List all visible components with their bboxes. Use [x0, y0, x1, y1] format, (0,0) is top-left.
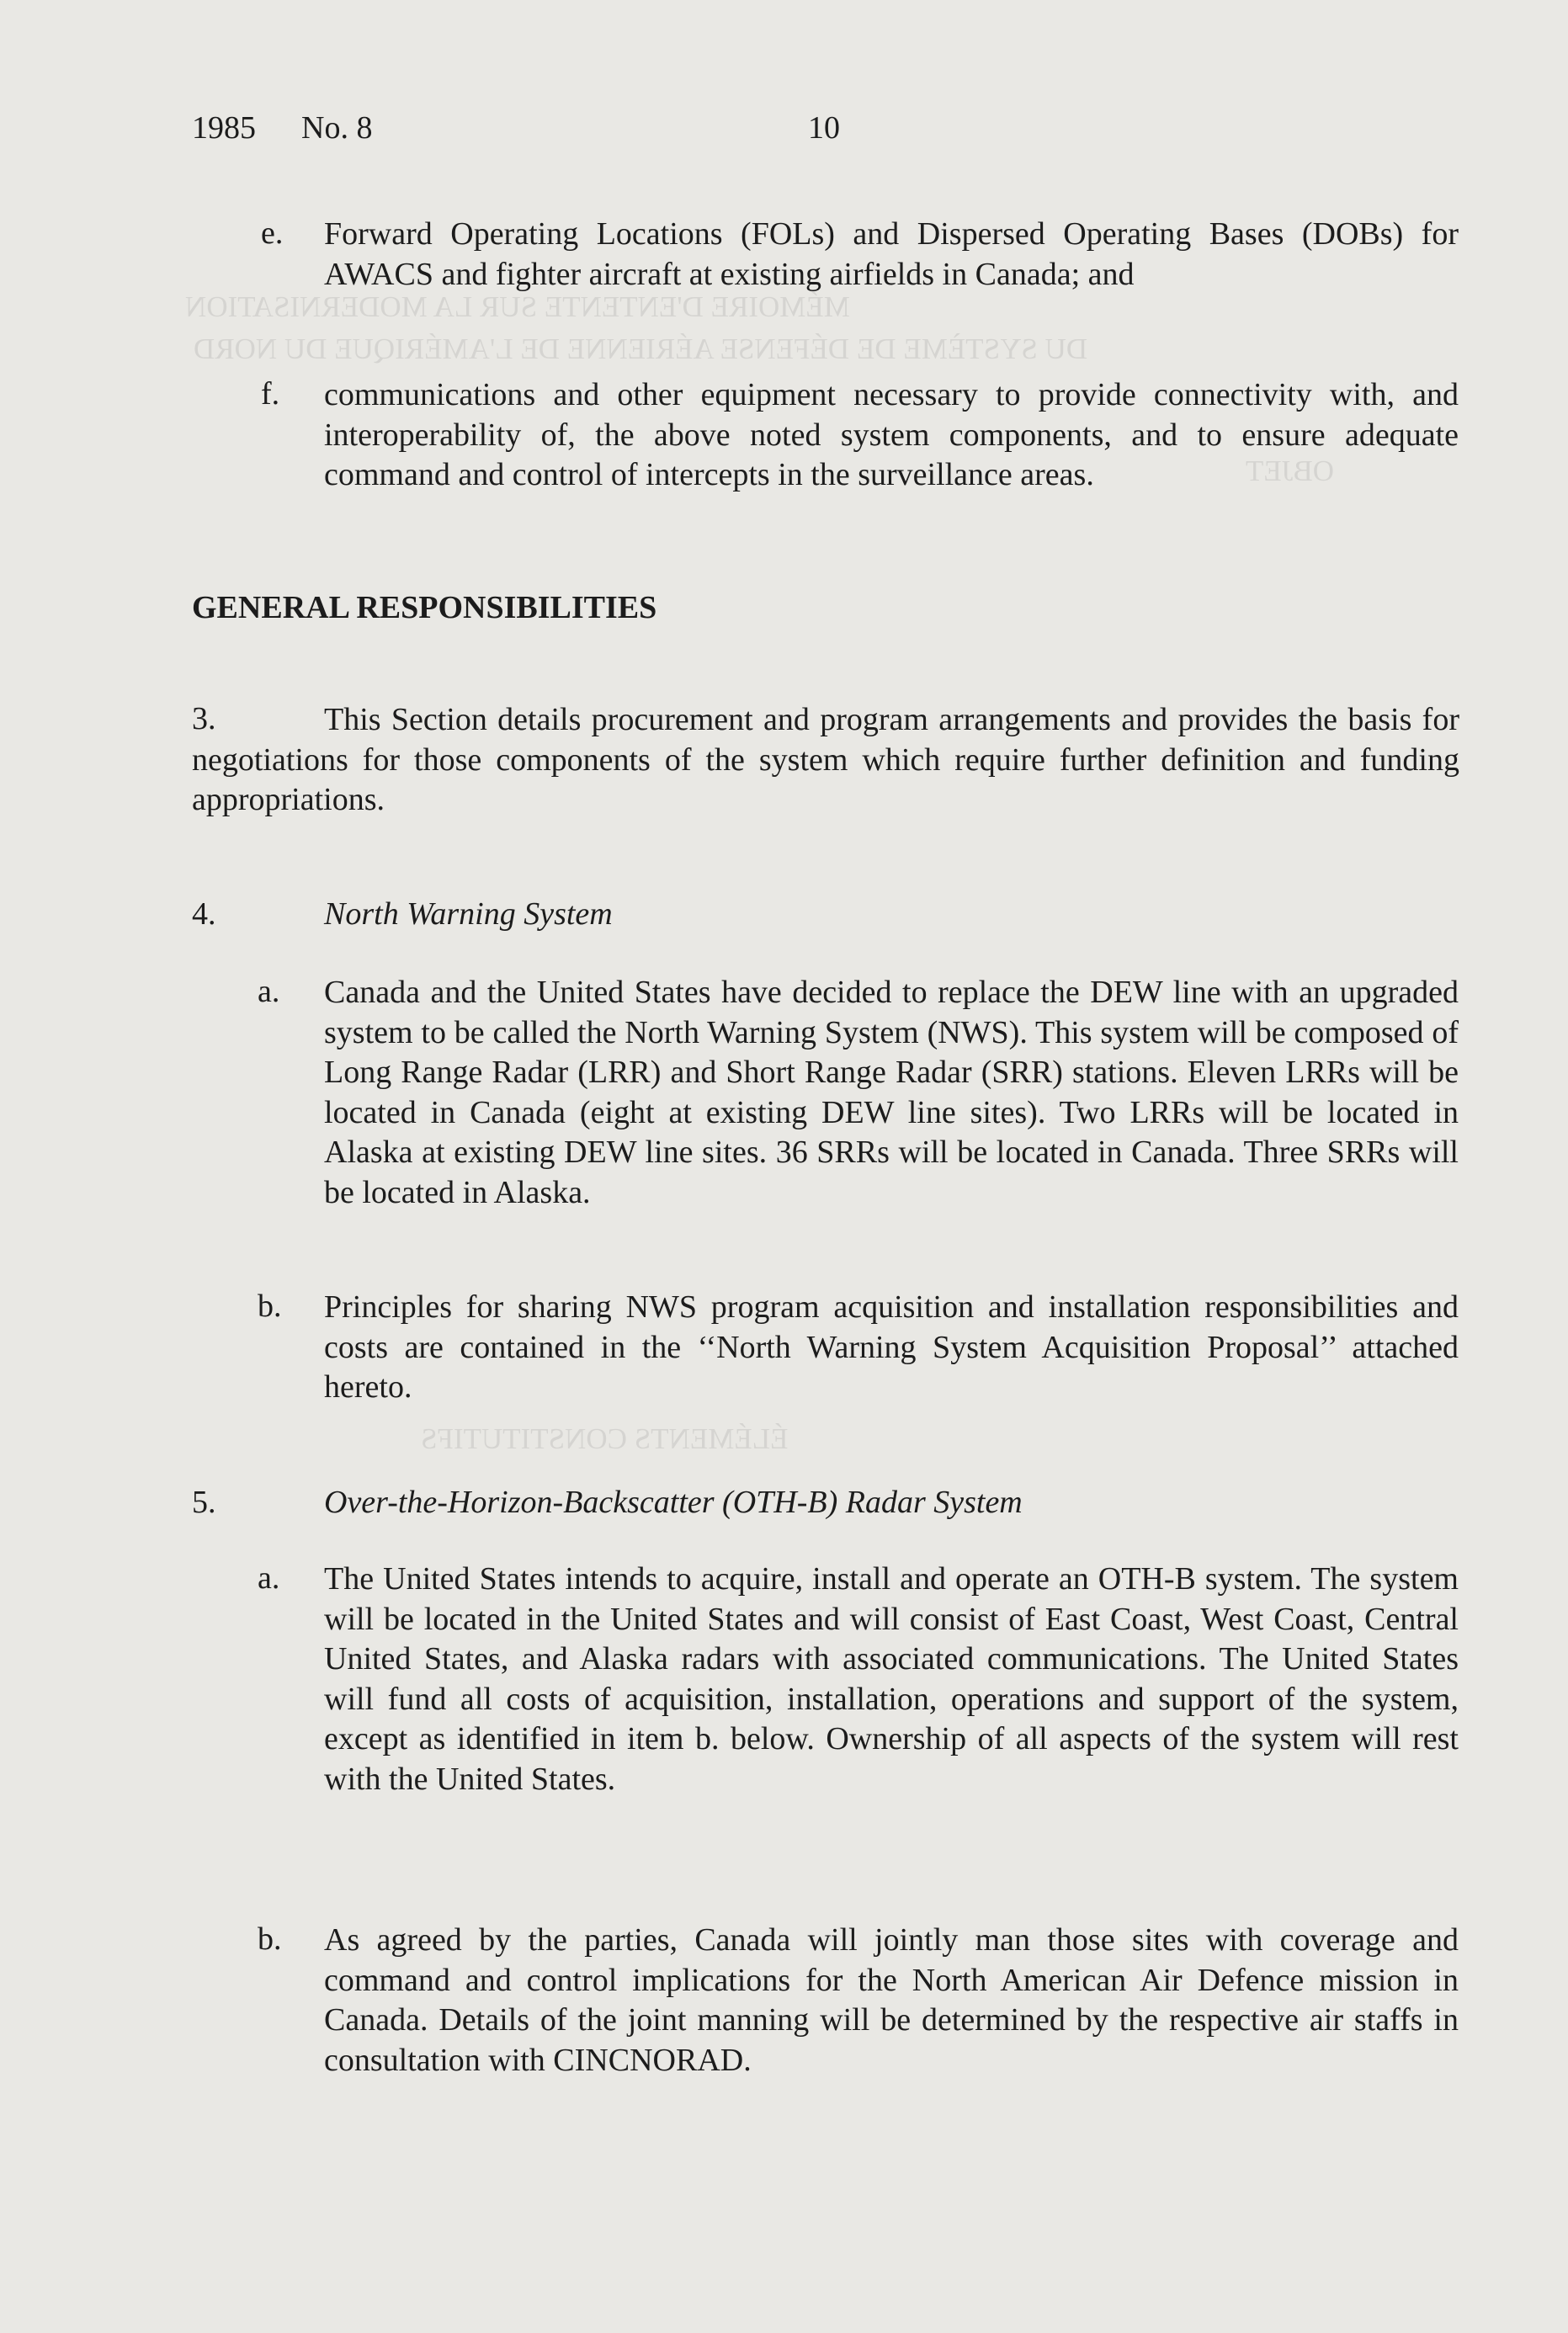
bleed-through: ÉLÉMENTS CONSTITUTIFS: [421, 1422, 789, 1455]
list-item-text: Canada and the United States have decided to replace the DEW line with an upgraded system to be called the North Warning System (NWS). This system will be composed of Long Range Radar (LRR) and Short Range Radar (SRR) stations. Eleven LRRs will be located in Canada (eight at existing DEW line sites). Two LRRs will be located in Alaska at existing DEW line sites. 36 SRRs will be located in Canada. Three SRRs will be located in Alaska.: [324, 975, 1459, 1210]
list-item-text: Forward Operating Locations (FOLs) and Dispersed Operating Bases (DOBs) for AWACS and fighter aircraft at existing airfields in Canada; and: [324, 216, 1459, 292]
section-number: 5.: [192, 1485, 216, 1520]
paragraph-number: 3.: [192, 701, 216, 736]
section-title: North Warning System: [324, 896, 613, 932]
section-heading: GENERAL RESPONSIBILITIES: [192, 590, 657, 625]
section-number: 4.: [192, 896, 216, 932]
header-number: No. 8: [301, 110, 373, 146]
item-label: e.: [261, 215, 284, 251]
list-item-text: As agreed by the parties, Canada will jointly man those sites with coverage and command and control implications for the North American Air Defence mission in Canada. Details of the joint manning will be determined by the respective air staffs in consultation with CINCNORAD.: [324, 1922, 1459, 2078]
list-item-text: communications and other equipment necessary to provide connectivity with, and interoperability of, the above noted system components, and to ensure adequate command and control of intercepts in the surveillance areas.: [324, 377, 1459, 492]
list-item-text: Principles for sharing NWS program acquisition and installation responsibilities and costs are contained in the ‘‘North Warning System Acquisition Proposal’’ attached hereto.: [324, 1289, 1459, 1405]
item-label: b.: [258, 1921, 282, 1957]
bleed-through: DU SYSTÈME DE DÉFENSE AÉRIENNE DE L'AMÉRIQUE DU NORD: [194, 332, 1088, 365]
bleed-through: OBJET: [1246, 454, 1334, 487]
section-title: Over-the-Horizon-Backscatter (OTH-B) Radar System: [324, 1485, 1023, 1520]
item-label: b.: [258, 1289, 282, 1324]
header-year: 1985: [192, 110, 256, 146]
item-label: a.: [258, 974, 280, 1009]
item-label: a.: [258, 1560, 280, 1596]
bleed-through: MÉMOIRE D'ENTENTE SUR LA MODERNISATION: [185, 290, 850, 323]
list-item-text: The United States intends to acquire, install and operate an OTH-B system. The system will be located in the United States and will consist of East Coast, West Coast, Central United States, and Alaska radars with associated communications. The United States will fund all costs of acquisition, installation, operations and support of the system, except as identified in item b. below. Ownership of all aspects of the system will rest with the United States.: [324, 1561, 1459, 1797]
item-label: f.: [261, 376, 280, 412]
paragraph-text: This Section details procurement and program arrangements and provides the basis for negotiations for those components of the system which require further definition and funding appropriations.: [192, 702, 1459, 817]
page-number: 10: [808, 110, 840, 146]
